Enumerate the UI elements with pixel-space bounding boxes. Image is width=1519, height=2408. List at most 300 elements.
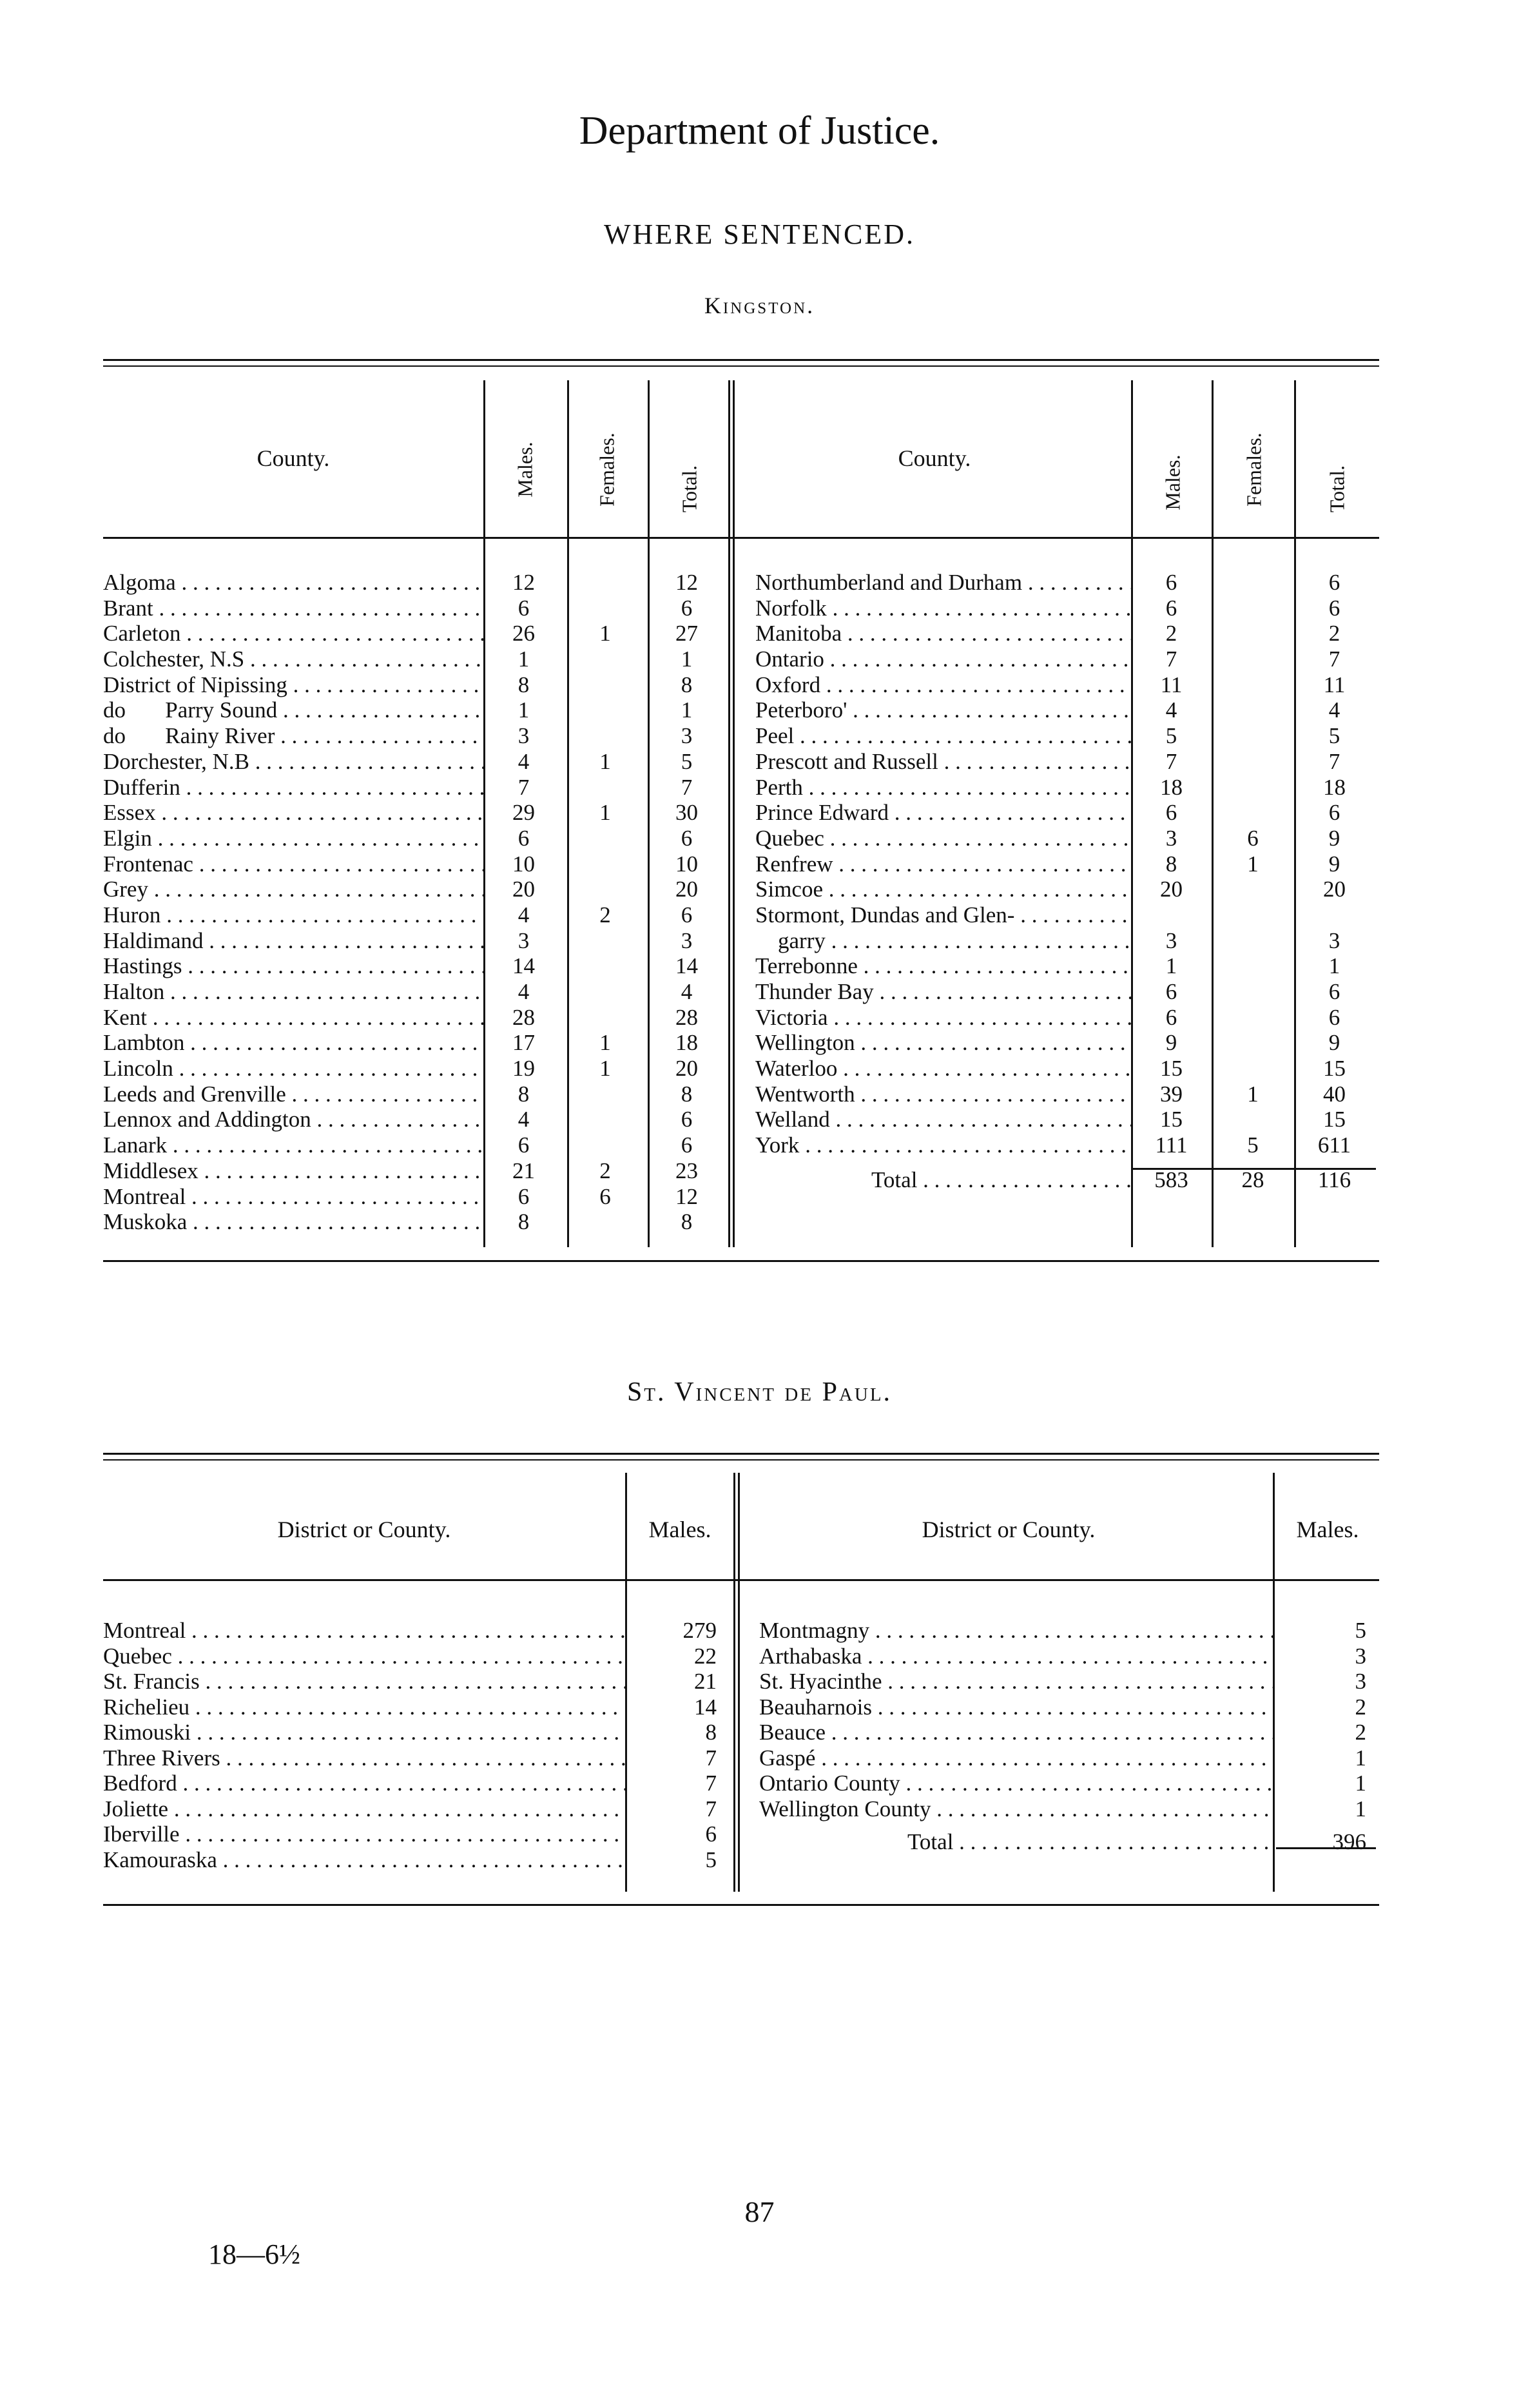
females-cell bbox=[564, 1209, 646, 1235]
district-cell: Beauce . . . bbox=[759, 1720, 1275, 1745]
svp-left-rows bbox=[103, 1618, 733, 1872]
table-row bbox=[103, 851, 738, 877]
males-cell: 3 bbox=[1355, 1669, 1366, 1694]
county-cell: Dufferin . . . bbox=[103, 775, 483, 801]
males-cell: 17 bbox=[512, 1030, 535, 1056]
males-cell: 7 bbox=[705, 1771, 717, 1796]
table-row bbox=[103, 646, 738, 672]
total-cell: 8 bbox=[681, 672, 693, 697]
total-cell: 8 bbox=[681, 1081, 693, 1107]
svp-bottom-rule bbox=[103, 1904, 1379, 1906]
total-cell: 20 bbox=[675, 1056, 698, 1082]
total-label: Total . . . bbox=[759, 1829, 1275, 1855]
total-cell: 18 bbox=[1323, 774, 1346, 800]
table-row bbox=[759, 1771, 1379, 1796]
table-row bbox=[103, 1056, 738, 1082]
females-cell bbox=[564, 1005, 646, 1031]
males-cell: 11 bbox=[1160, 672, 1183, 697]
svp-header-rule bbox=[103, 1579, 1379, 1581]
males-cell: 21 bbox=[694, 1669, 717, 1694]
males-cell: 8 bbox=[518, 672, 530, 697]
county-cell: Oxford . . . bbox=[755, 672, 1131, 698]
males-cell: 8 bbox=[518, 1209, 530, 1235]
males-cell: 20 bbox=[512, 877, 535, 902]
males-cell: 7 bbox=[705, 1796, 717, 1821]
footer-code: 18—6½ bbox=[208, 2238, 300, 2270]
females-cell bbox=[1212, 646, 1294, 672]
females-cell bbox=[1212, 596, 1294, 621]
females-cell bbox=[1212, 672, 1294, 698]
district-cell: Quebec . . . bbox=[103, 1644, 625, 1669]
table-row bbox=[103, 1030, 738, 1056]
table-row bbox=[103, 1669, 733, 1694]
table-row bbox=[103, 1847, 733, 1873]
females-cell: 2 bbox=[599, 902, 611, 927]
county-cell: Kent . . . bbox=[103, 1005, 483, 1031]
table-row bbox=[755, 979, 1380, 1005]
males-cell: 4 bbox=[518, 1107, 530, 1132]
males-cell: 1 bbox=[1355, 1771, 1366, 1796]
county-cell: Elgin . . . bbox=[103, 826, 483, 851]
females-cell bbox=[1212, 1005, 1294, 1031]
section-title: WHERE SENTENCED. bbox=[603, 218, 916, 250]
table-row bbox=[755, 1082, 1380, 1107]
district-cell: Beauharnois . . . bbox=[759, 1694, 1275, 1720]
total-cell: 15 bbox=[1323, 1056, 1346, 1082]
county-cell: do Rainy River . . . bbox=[103, 723, 483, 749]
females-cell bbox=[564, 851, 646, 877]
table-row bbox=[103, 979, 738, 1005]
males-cell: 3 bbox=[518, 723, 530, 749]
females-cell: 1 bbox=[599, 748, 611, 774]
males-cell: 12 bbox=[512, 570, 535, 595]
total-cell: 14 bbox=[675, 953, 698, 979]
total-cell: 23 bbox=[675, 1158, 698, 1183]
total-cell: 7 bbox=[1328, 748, 1340, 774]
females-cell bbox=[1212, 723, 1294, 749]
table-row bbox=[755, 902, 1380, 928]
total-cell: 3 bbox=[681, 927, 693, 953]
county-cell: Lambton . . . bbox=[103, 1030, 483, 1056]
table-row bbox=[755, 800, 1380, 826]
females-cell bbox=[564, 672, 646, 698]
county-cell: Dorchester, N.B . . . bbox=[103, 749, 483, 775]
table-row bbox=[755, 826, 1380, 851]
table-row bbox=[103, 1694, 733, 1720]
kingston-top-rule-2 bbox=[103, 365, 1379, 367]
males-cell: 3 bbox=[1165, 825, 1177, 851]
county-cell: Wentworth . . . bbox=[755, 1082, 1131, 1107]
males-cell: 8 bbox=[518, 1081, 530, 1107]
total-males: 583 bbox=[1154, 1167, 1188, 1192]
total-cell: 4 bbox=[681, 979, 693, 1004]
table-row bbox=[755, 928, 1380, 954]
svp-right-rows bbox=[759, 1618, 1379, 1855]
males-cell: 14 bbox=[694, 1694, 717, 1720]
kingston-males-header-right: Males. bbox=[1161, 454, 1185, 510]
males-cell: 111 bbox=[1155, 1132, 1188, 1158]
district-cell: Kamouraska . . . bbox=[103, 1847, 625, 1873]
county-cell: Muskoka . . . bbox=[103, 1209, 483, 1235]
females-cell: 5 bbox=[1247, 1132, 1259, 1158]
svp-males-header-right: Males. bbox=[1296, 1517, 1359, 1542]
total-cell: 18 bbox=[675, 1030, 698, 1056]
males-cell: 5 bbox=[705, 1847, 717, 1872]
males-cell: 4 bbox=[518, 748, 530, 774]
males-cell: 10 bbox=[512, 851, 535, 877]
table-row bbox=[755, 1056, 1380, 1082]
county-cell: Grey . . . bbox=[103, 877, 483, 902]
svp-males-header-left: Males. bbox=[648, 1517, 711, 1542]
table-row bbox=[755, 723, 1380, 749]
females-cell: 1 bbox=[599, 1056, 611, 1082]
males-cell: 21 bbox=[512, 1158, 535, 1183]
total-cell: 12 bbox=[675, 570, 698, 595]
svp-top-rule-2 bbox=[103, 1459, 1379, 1461]
total-cell: 6 bbox=[1328, 1004, 1340, 1030]
county-cell: Frontenac . . . bbox=[103, 851, 483, 877]
males-cell: 15 bbox=[1160, 1056, 1183, 1082]
county-cell: Carleton . . . bbox=[103, 621, 483, 646]
total-cell: 3 bbox=[1328, 927, 1340, 953]
males-cell: 3 bbox=[1165, 927, 1177, 953]
total-cell: 9 bbox=[1328, 825, 1340, 851]
st-vincent-title: St. Vincent de Paul. bbox=[626, 1377, 893, 1407]
table-row bbox=[103, 877, 738, 902]
county-cell: Lincoln . . . bbox=[103, 1056, 483, 1082]
county-cell: District of Nipissing . . . bbox=[103, 672, 483, 698]
table-row bbox=[103, 1644, 733, 1669]
males-cell: 1 bbox=[518, 697, 530, 723]
table-row bbox=[759, 1720, 1379, 1745]
table-row bbox=[103, 1771, 733, 1796]
table-row bbox=[755, 570, 1380, 596]
females-cell bbox=[1212, 621, 1294, 646]
females-cell bbox=[564, 646, 646, 672]
females-cell bbox=[1212, 775, 1294, 801]
total-cell: 20 bbox=[675, 877, 698, 902]
table-row bbox=[755, 877, 1380, 902]
county-cell: Huron . . . bbox=[103, 902, 483, 928]
table-row bbox=[755, 1107, 1380, 1132]
total-cell: 6 bbox=[1328, 800, 1340, 826]
table-row bbox=[755, 1005, 1380, 1031]
table-row bbox=[759, 1694, 1379, 1720]
table-row bbox=[103, 775, 738, 801]
females-cell: 6 bbox=[599, 1183, 611, 1209]
total-cell: 10 bbox=[675, 851, 698, 877]
males-cell: 28 bbox=[512, 1004, 535, 1030]
county-cell: garry . . . bbox=[755, 928, 1131, 954]
table-row bbox=[103, 1618, 733, 1644]
district-cell: Ontario County . . . bbox=[759, 1771, 1275, 1796]
males-cell: 14 bbox=[512, 953, 535, 979]
males-cell: 2 bbox=[1165, 621, 1177, 646]
county-cell: Essex . . . bbox=[103, 800, 483, 826]
females-cell bbox=[564, 1082, 646, 1107]
county-cell: Terrebonne . . . bbox=[755, 953, 1131, 979]
males-cell: 15 bbox=[1160, 1107, 1183, 1132]
males-cell: 8 bbox=[1165, 851, 1177, 877]
county-cell: Welland . . . bbox=[755, 1107, 1131, 1132]
total-cell bbox=[1294, 902, 1375, 928]
females-cell bbox=[1212, 953, 1294, 979]
county-cell: Prince Edward . . . bbox=[755, 800, 1131, 826]
males-cell: 6 bbox=[1165, 979, 1177, 1004]
county-cell: Renfrew . . . bbox=[755, 851, 1131, 877]
county-cell: Prescott and Russell . . . bbox=[755, 749, 1131, 775]
total-cell: 9 bbox=[1328, 851, 1340, 877]
total-cell: 6 bbox=[681, 1107, 693, 1132]
males-cell: 2 bbox=[1355, 1720, 1366, 1745]
table-row bbox=[103, 1821, 733, 1847]
males-cell: 5 bbox=[1355, 1618, 1366, 1643]
total-cell: 9 bbox=[1328, 1030, 1340, 1056]
table-row bbox=[103, 800, 738, 826]
kingston-top-rule bbox=[103, 359, 1379, 361]
table-row bbox=[103, 826, 738, 851]
page-title: Department of Justice. bbox=[579, 109, 940, 153]
total-cell: 7 bbox=[681, 774, 693, 800]
females-cell bbox=[1212, 1107, 1294, 1132]
table-row bbox=[103, 1720, 733, 1745]
table-row bbox=[755, 596, 1380, 621]
males-cell: 29 bbox=[512, 800, 535, 826]
females-cell: 1 bbox=[599, 621, 611, 646]
county-cell: Montreal . . . bbox=[103, 1184, 483, 1210]
total-cell: 20 bbox=[1323, 877, 1346, 902]
district-cell: Rimouski . . . bbox=[103, 1720, 625, 1745]
males-cell: 1 bbox=[518, 646, 530, 672]
county-cell: Ontario . . . bbox=[755, 646, 1131, 672]
table-row bbox=[755, 646, 1380, 672]
females-cell bbox=[1212, 749, 1294, 775]
females-cell: 1 bbox=[1247, 1081, 1259, 1107]
females-cell: 6 bbox=[1247, 825, 1259, 851]
county-cell: Leeds and Grenville . . . bbox=[103, 1082, 483, 1107]
district-cell: Iberville . . . bbox=[103, 1821, 625, 1847]
table-row bbox=[103, 928, 738, 954]
total-cell: 28 bbox=[675, 1004, 698, 1030]
total-cell: 1 bbox=[681, 646, 693, 672]
total-cell: 6 bbox=[1328, 570, 1340, 595]
total-cell: 11 bbox=[1323, 672, 1346, 697]
table-row bbox=[103, 621, 738, 646]
males-cell: 4 bbox=[518, 902, 530, 927]
kingston-males-header-left: Males. bbox=[513, 442, 537, 498]
table-row bbox=[103, 749, 738, 775]
total-cell: 1 bbox=[1328, 953, 1340, 979]
males-cell: 6 bbox=[1165, 1004, 1177, 1030]
total-cell: 6 bbox=[681, 825, 693, 851]
males-cell: 1 bbox=[1355, 1745, 1366, 1771]
table-row bbox=[759, 1644, 1379, 1669]
table-row bbox=[755, 1132, 1380, 1158]
females-cell bbox=[564, 877, 646, 902]
table-row bbox=[755, 621, 1380, 646]
total-cell: 15 bbox=[1323, 1107, 1346, 1132]
district-cell: Three Rivers . . . bbox=[103, 1745, 625, 1771]
kingston-total-header-right: Total. bbox=[1325, 465, 1349, 513]
county-cell: Wellington . . . bbox=[755, 1030, 1131, 1056]
district-cell: Joliette . . . bbox=[103, 1796, 625, 1822]
kingston-females-header-left: Females. bbox=[595, 432, 619, 507]
total-cell: 6 bbox=[1328, 979, 1340, 1004]
table-row bbox=[759, 1618, 1379, 1644]
table-row bbox=[103, 1184, 738, 1210]
total-cell: 5 bbox=[1328, 723, 1340, 749]
table-row bbox=[103, 1082, 738, 1107]
table-row bbox=[103, 902, 738, 928]
kingston-bottom-rule bbox=[103, 1260, 1379, 1262]
county-cell: Stormont, Dundas and Glen- . . . bbox=[755, 902, 1131, 928]
table-row bbox=[103, 723, 738, 749]
females-cell bbox=[1212, 1056, 1294, 1082]
kingston-total-row bbox=[755, 1167, 1380, 1193]
county-cell: Halton . . . bbox=[103, 979, 483, 1005]
table-row bbox=[755, 775, 1380, 801]
table-row bbox=[755, 953, 1380, 979]
county-cell: Simcoe . . . bbox=[755, 877, 1131, 902]
table-row bbox=[759, 1745, 1379, 1771]
females-cell bbox=[564, 826, 646, 851]
county-cell: Peterboro' . . . bbox=[755, 697, 1131, 723]
table-row bbox=[103, 1745, 733, 1771]
males-cell: 279 bbox=[682, 1618, 717, 1643]
table-row bbox=[759, 1796, 1379, 1822]
county-cell: Brant . . . bbox=[103, 596, 483, 621]
page-number: 87 bbox=[744, 2195, 775, 2228]
females-cell bbox=[564, 570, 646, 596]
total-cell: 611 bbox=[1317, 1132, 1351, 1158]
table-row bbox=[103, 1132, 738, 1158]
kingston-left-rows bbox=[103, 570, 738, 1235]
males-cell: 3 bbox=[1355, 1643, 1366, 1669]
county-cell: Lanark . . . bbox=[103, 1132, 483, 1158]
table-row bbox=[755, 697, 1380, 723]
county-cell: Victoria . . . bbox=[755, 1005, 1131, 1031]
females-cell bbox=[564, 775, 646, 801]
total-label: Total . . . bbox=[755, 1167, 1131, 1193]
males-cell: 3 bbox=[518, 927, 530, 953]
table-row bbox=[103, 1005, 738, 1031]
females-cell bbox=[564, 1132, 646, 1158]
table-row bbox=[103, 1107, 738, 1132]
males-cell: 4 bbox=[1165, 697, 1177, 723]
district-cell: Wellington County . . . bbox=[759, 1796, 1275, 1822]
table-row bbox=[103, 596, 738, 621]
females-cell bbox=[1212, 697, 1294, 723]
total-cell: 12 bbox=[675, 1183, 698, 1209]
table-row bbox=[103, 953, 738, 979]
district-cell: St. Hyacinthe . . . bbox=[759, 1669, 1275, 1694]
kingston-right-rows bbox=[755, 570, 1380, 1193]
males-cell: 19 bbox=[512, 1056, 535, 1082]
county-cell: Algoma . . . bbox=[103, 570, 483, 596]
males-cell: 20 bbox=[1160, 877, 1183, 902]
county-cell: do Parry Sound . . . bbox=[103, 697, 483, 723]
males-cell bbox=[1131, 902, 1212, 928]
females-cell bbox=[1212, 928, 1294, 954]
females-cell: 1 bbox=[1247, 851, 1259, 877]
total-cell: 2 bbox=[1328, 621, 1340, 646]
males-cell: 6 bbox=[1165, 800, 1177, 826]
females-cell bbox=[1212, 902, 1294, 928]
district-cell: Richelieu . . . bbox=[103, 1694, 625, 1720]
district-cell: Bedford . . . bbox=[103, 1771, 625, 1796]
table-row bbox=[103, 697, 738, 723]
total-cell: 4 bbox=[1328, 697, 1340, 723]
total-cell: 30 bbox=[675, 800, 698, 826]
males-cell: 6 bbox=[518, 1132, 530, 1158]
females-cell bbox=[1212, 800, 1294, 826]
males-cell: 8 bbox=[705, 1720, 717, 1745]
table-row bbox=[755, 1030, 1380, 1056]
males-cell: 7 bbox=[1165, 748, 1177, 774]
district-cell: Montreal . . . bbox=[103, 1618, 625, 1644]
females-cell bbox=[564, 723, 646, 749]
males-cell: 7 bbox=[1165, 646, 1177, 672]
table-row bbox=[103, 1209, 738, 1235]
total-females: 28 bbox=[1241, 1167, 1264, 1192]
males-cell: 6 bbox=[518, 825, 530, 851]
males-cell: 5 bbox=[1165, 723, 1177, 749]
total-cell: 8 bbox=[681, 1209, 693, 1235]
females-cell: 2 bbox=[599, 1158, 611, 1183]
females-cell bbox=[1212, 979, 1294, 1005]
county-cell: Middlesex . . . bbox=[103, 1158, 483, 1184]
males-cell: 2 bbox=[1355, 1694, 1366, 1720]
county-cell: Thunder Bay . . . bbox=[755, 979, 1131, 1005]
kingston-county-header-left: County. bbox=[256, 445, 330, 471]
females-cell bbox=[1212, 1030, 1294, 1056]
males-cell: 7 bbox=[518, 774, 530, 800]
kingston-header-rule bbox=[103, 537, 1379, 539]
table-row bbox=[755, 851, 1380, 877]
svp-district-header-right: District or County. bbox=[922, 1517, 1096, 1542]
county-cell: Lennox and Addington . . . bbox=[103, 1107, 483, 1132]
county-cell: York . . . bbox=[755, 1132, 1131, 1158]
females-cell bbox=[564, 596, 646, 621]
males-cell: 4 bbox=[518, 979, 530, 1004]
males-cell: 6 bbox=[1165, 595, 1177, 621]
males-cell: 26 bbox=[512, 621, 535, 646]
county-cell: Haldimand . . . bbox=[103, 928, 483, 954]
total-cell: 6 bbox=[1328, 595, 1340, 621]
table-row bbox=[103, 570, 738, 596]
total-cell: 27 bbox=[675, 621, 698, 646]
county-cell: Waterloo . . . bbox=[755, 1056, 1131, 1082]
total-cell: 6 bbox=[681, 902, 693, 927]
total-cell: 6 bbox=[681, 1132, 693, 1158]
svp-top-rule bbox=[103, 1453, 1379, 1455]
table-row bbox=[103, 1158, 738, 1184]
females-cell: 1 bbox=[599, 800, 611, 826]
table-row bbox=[755, 672, 1380, 698]
males-cell: 7 bbox=[705, 1745, 717, 1771]
males-cell: 6 bbox=[705, 1821, 717, 1847]
table-row bbox=[103, 672, 738, 698]
svp-district-header-left: District or County. bbox=[277, 1517, 451, 1542]
males-cell: 22 bbox=[694, 1643, 717, 1669]
kingston-total-header-left: Total. bbox=[677, 465, 701, 513]
males-cell: 6 bbox=[518, 1183, 530, 1209]
county-cell: Perth . . . bbox=[755, 775, 1131, 801]
county-cell: Colchester, N.S . . . bbox=[103, 646, 483, 672]
females-cell bbox=[564, 1107, 646, 1132]
kingston-title: Kingston. bbox=[704, 293, 815, 318]
table-row bbox=[103, 1796, 733, 1822]
